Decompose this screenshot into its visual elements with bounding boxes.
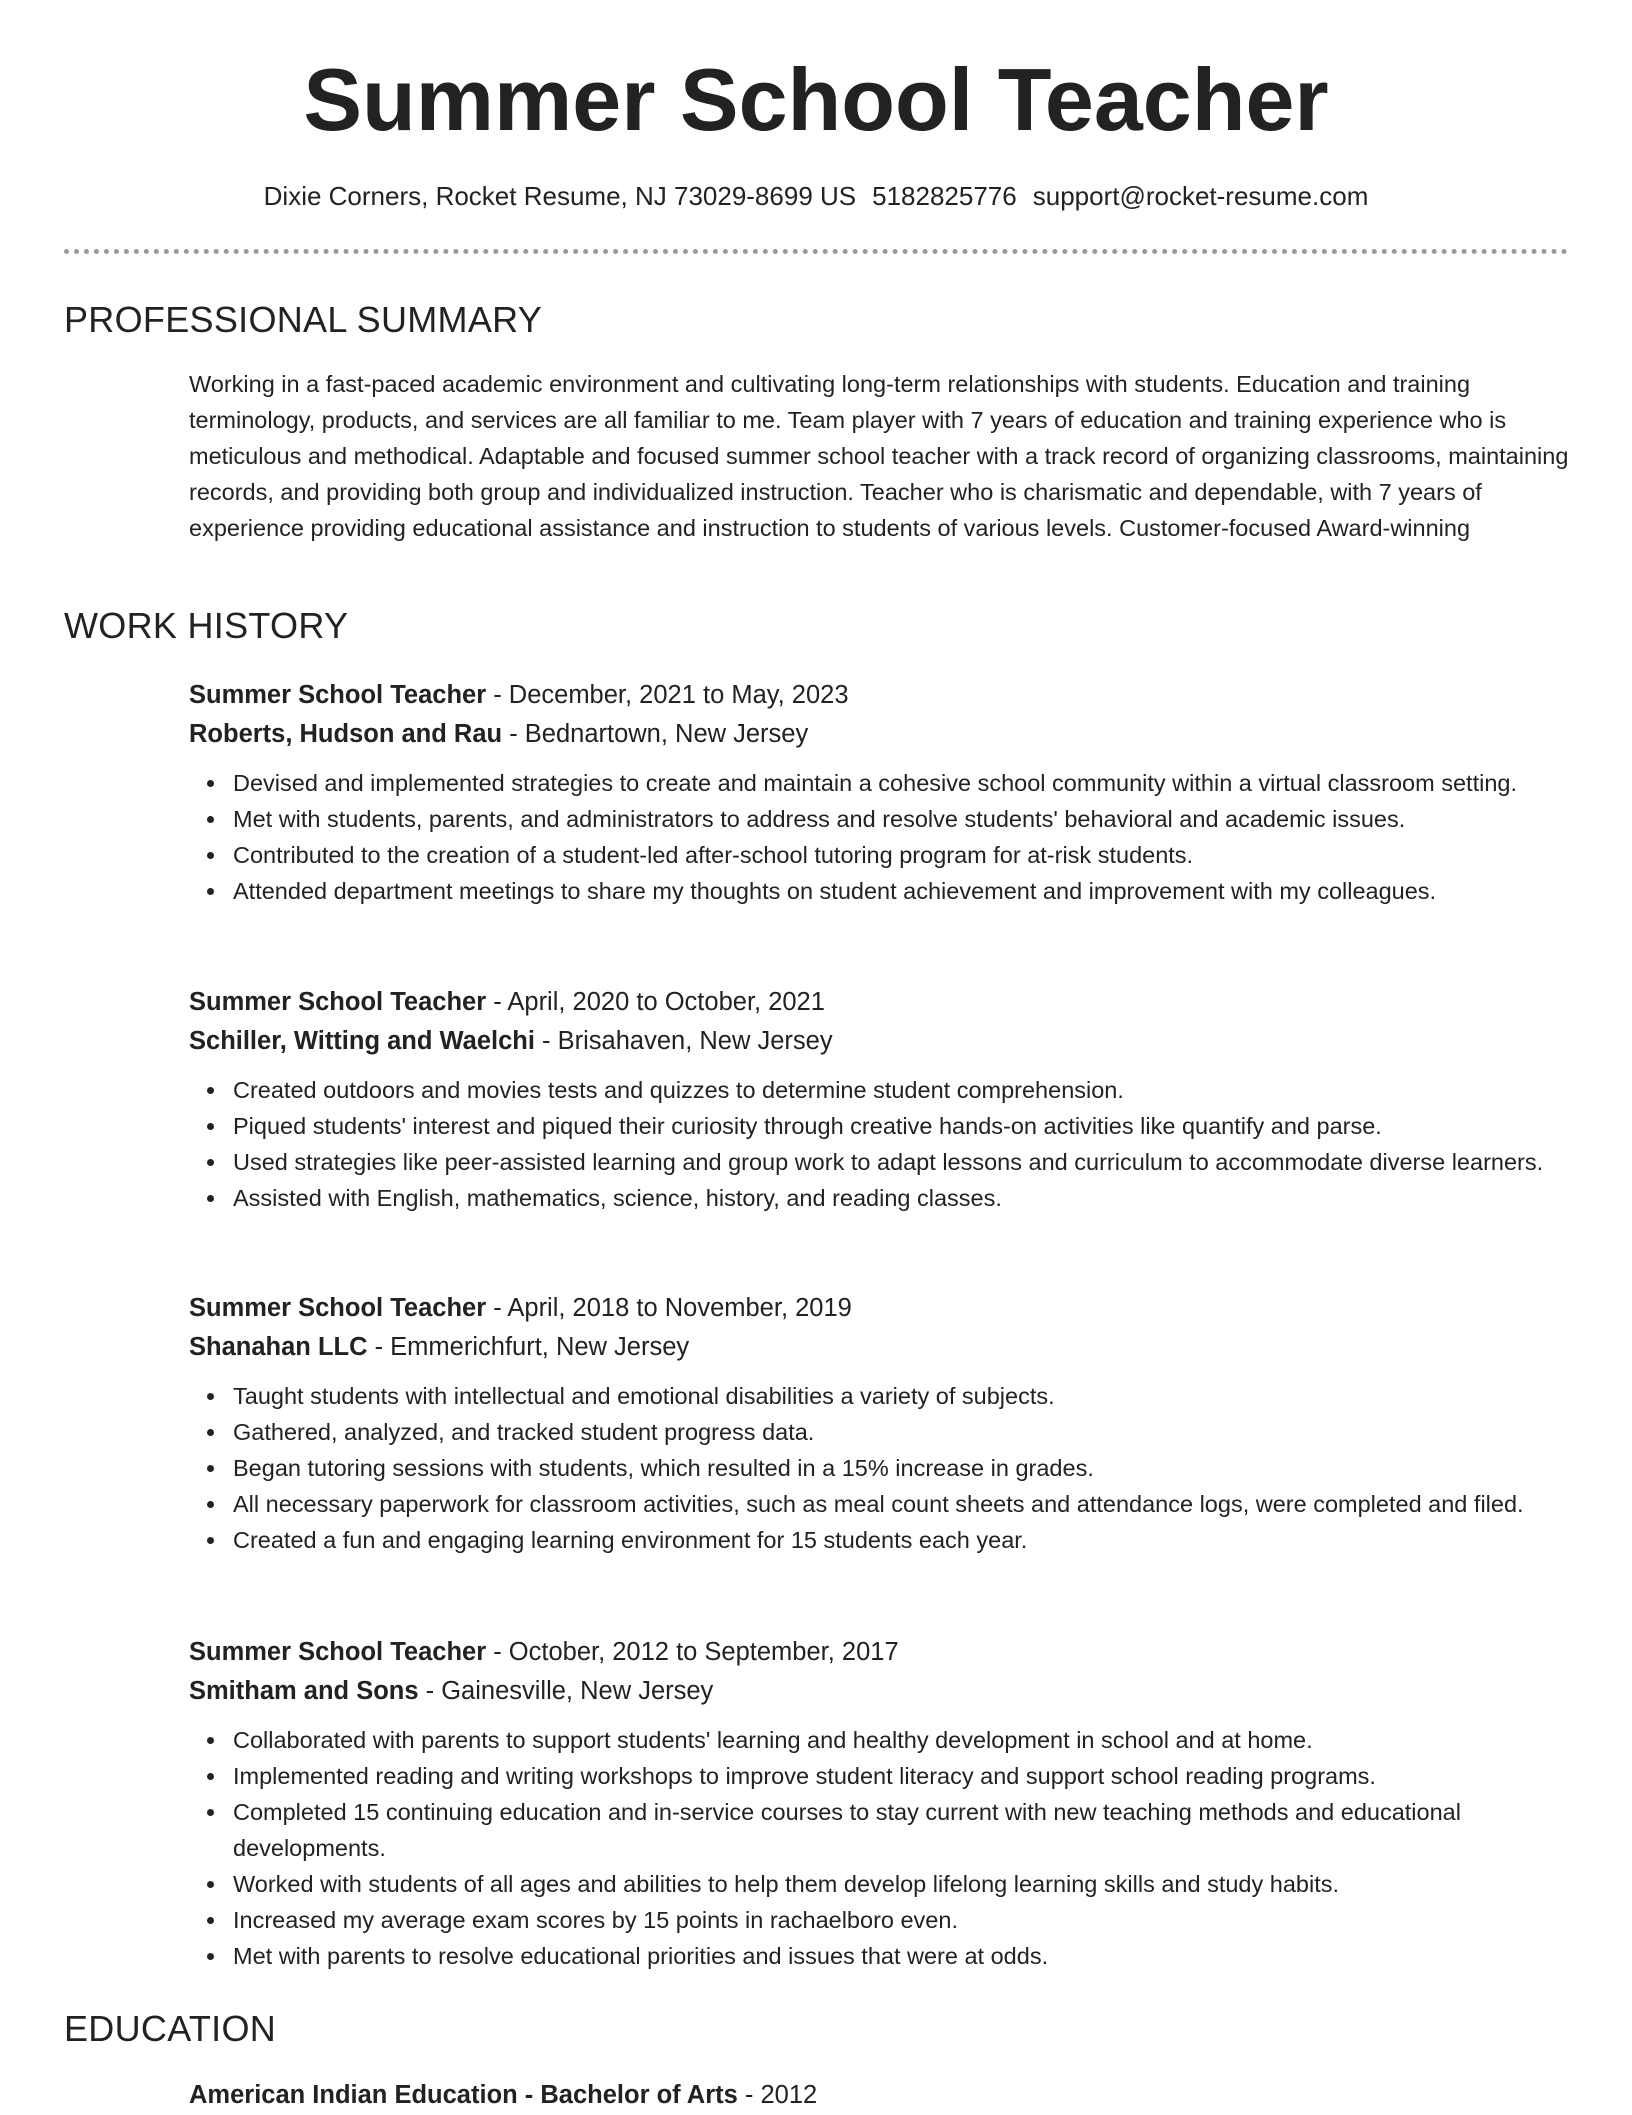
job-company-line	[189, 1328, 1569, 1367]
job-entry	[189, 1633, 1569, 1974]
job-dates: - October, 2012 to September, 2017	[486, 1638, 899, 1666]
job-company-line	[189, 1022, 1569, 1061]
job-dates: - April, 2018 to November, 2019	[486, 1294, 852, 1322]
education-entry	[189, 2076, 817, 2115]
list-item	[233, 1378, 1569, 1414]
job-title: Summer School Teacher	[189, 1294, 487, 1322]
bullet-icon	[207, 1087, 214, 1094]
contact-line	[0, 180, 1632, 214]
header-divider	[64, 249, 1568, 254]
job-title-line	[189, 1289, 1569, 1328]
bullet-icon	[207, 1195, 214, 1202]
bullet-text: Met with students, parents, and administrators to address and resolve students' behavioral and academic issues.	[233, 806, 1406, 832]
bullet-text: Began tutoring sessions with students, which resulted in a 15% increase in grades.	[233, 1455, 1094, 1481]
list-item	[233, 1108, 1569, 1144]
contact-email: support@rocket-resume.com	[1032, 181, 1369, 211]
bullet-icon	[207, 1809, 214, 1816]
bullet-text: Created outdoors and movies tests and quizzes to determine student comprehension.	[233, 1077, 1124, 1103]
job-company-line	[189, 715, 1569, 754]
section-title-work: WORK HISTORY	[64, 605, 349, 646]
job-location: - Gainesville, New Jersey	[418, 1677, 714, 1705]
job-title-line	[189, 676, 1569, 715]
bullet-icon	[207, 1537, 214, 1544]
list-item	[233, 1866, 1569, 1902]
job-company: Smitham and Sons	[189, 1677, 419, 1705]
list-item	[233, 1144, 1569, 1180]
bullet-icon	[207, 852, 214, 859]
job-entry	[189, 983, 1569, 1216]
list-item	[233, 1722, 1569, 1758]
bullet-text: Used strategies like peer-assisted learning and group work to adapt lessons and curriculum to accommodate diverse learners.	[233, 1149, 1544, 1175]
job-location: - Bednartown, New Jersey	[502, 720, 809, 748]
bullet-text: Gathered, analyzed, and tracked student progress data.	[233, 1419, 815, 1445]
bullet-icon	[207, 1953, 214, 1960]
section-title-education: EDUCATION	[64, 2008, 277, 2049]
job-company: Roberts, Hudson and Rau	[189, 720, 503, 748]
job-bullets	[189, 1722, 1569, 1974]
bullet-text: Contributed to the creation of a student-led after-school tutoring program for at-risk students.	[233, 842, 1194, 868]
bullet-icon	[207, 780, 214, 787]
education-degree: American Indian Education - Bachelor of Arts	[189, 2081, 738, 2109]
job-dates: - December, 2021 to May, 2023	[486, 681, 849, 709]
bullet-icon	[207, 1123, 214, 1130]
list-item	[233, 1072, 1569, 1108]
job-title: Summer School Teacher	[189, 988, 487, 1016]
list-item	[233, 801, 1569, 837]
job-location: - Brisahaven, New Jersey	[534, 1027, 833, 1055]
job-bullets	[189, 1072, 1569, 1216]
job-bullets	[189, 1378, 1569, 1558]
list-item	[233, 1794, 1569, 1866]
bullet-text: Devised and implemented strategies to create and maintain a cohesive school community within a virtual classroom setting.	[233, 770, 1517, 796]
bullet-icon	[207, 1737, 214, 1744]
list-item	[233, 1450, 1569, 1486]
bullet-icon	[207, 1159, 214, 1166]
bullet-icon	[207, 1917, 214, 1924]
bullet-text: Piqued students' interest and piqued their curiosity through creative hands-on activities like quantify and parse.	[233, 1113, 1382, 1139]
job-company-line	[189, 1672, 1569, 1711]
bullet-text: Completed 15 continuing education and in-service courses to stay current with new teaching methods and educational developments.	[233, 1799, 1461, 1861]
list-item	[233, 873, 1569, 909]
contact-address: Dixie Corners, Rocket Resume, NJ 73029-8699 US	[263, 181, 857, 211]
list-item	[233, 1522, 1569, 1558]
list-item	[233, 837, 1569, 873]
bullet-icon	[207, 1429, 214, 1436]
bullet-text: All necessary paperwork for classroom activities, such as meal count sheets and attendance logs, were completed and filed.	[233, 1491, 1524, 1517]
bullet-icon	[207, 816, 214, 823]
bullet-text: Collaborated with parents to support students' learning and healthy development in school and at home.	[233, 1727, 1313, 1753]
bullet-icon	[207, 1465, 214, 1472]
bullet-text: Attended department meetings to share my thoughts on student achievement and improvement with my colleagues.	[233, 878, 1437, 904]
job-title: Summer School Teacher	[189, 681, 487, 709]
job-company: Shanahan LLC	[189, 1333, 368, 1361]
bullet-icon	[207, 1881, 214, 1888]
job-title-line	[189, 983, 1569, 1022]
bullet-text: Met with parents to resolve educational priorities and issues that were at odds.	[233, 1943, 1049, 1969]
section-title-summary: PROFESSIONAL SUMMARY	[64, 299, 543, 340]
list-item	[233, 765, 1569, 801]
bullet-text: Assisted with English, mathematics, science, history, and reading classes.	[233, 1185, 1002, 1211]
list-item	[233, 1180, 1569, 1216]
bullet-text: Worked with students of all ages and abilities to help them develop lifelong learning skills and study habits.	[233, 1871, 1340, 1897]
bullet-text: Taught students with intellectual and emotional disabilities a variety of subjects.	[233, 1383, 1055, 1409]
job-entry	[189, 676, 1569, 909]
list-item	[233, 1486, 1569, 1522]
job-bullets	[189, 765, 1569, 909]
list-item	[233, 1758, 1569, 1794]
bullet-text: Implemented reading and writing workshops to improve student literacy and support school reading programs.	[233, 1763, 1376, 1789]
bullet-text: Created a fun and engaging learning environment for 15 students each year.	[233, 1527, 1028, 1553]
list-item	[233, 1902, 1569, 1938]
bullet-icon	[207, 888, 214, 895]
job-title: Summer School Teacher	[189, 1638, 487, 1666]
job-title-line	[189, 1633, 1569, 1672]
list-item	[233, 1414, 1569, 1450]
list-item	[233, 1938, 1569, 1974]
job-dates: - April, 2020 to October, 2021	[486, 988, 825, 1016]
summary-text: Working in a fast-paced academic environment and cultivating long-term relationships with students. Education and training terminology, products, and services are all familiar to me. Team player with 7 years of education and training experience who is meticulous and methodical. Adaptable and focused summer school teacher with a track record of organizing classrooms, maintaining records, and providing both group and individualized instruction. Teacher who is charismatic and dependable, with 7 years of experience providing educational assistance and instruction to students of various levels. Customer-focused Award-winning	[189, 371, 1569, 541]
contact-phone: 5182825776	[872, 181, 1017, 211]
bullet-icon	[207, 1393, 214, 1400]
job-company: Schiller, Witting and Waelchi	[189, 1027, 535, 1055]
bullet-icon	[207, 1773, 214, 1780]
job-entry	[189, 1289, 1569, 1558]
job-location: - Emmerichfurt, New Jersey	[367, 1333, 690, 1361]
resume-name: Summer School Teacher	[303, 50, 1329, 149]
bullet-icon	[207, 1501, 214, 1508]
education-year: - 2012	[737, 2081, 818, 2109]
bullet-text: Increased my average exam scores by 15 points in rachaelboro even.	[233, 1907, 958, 1933]
